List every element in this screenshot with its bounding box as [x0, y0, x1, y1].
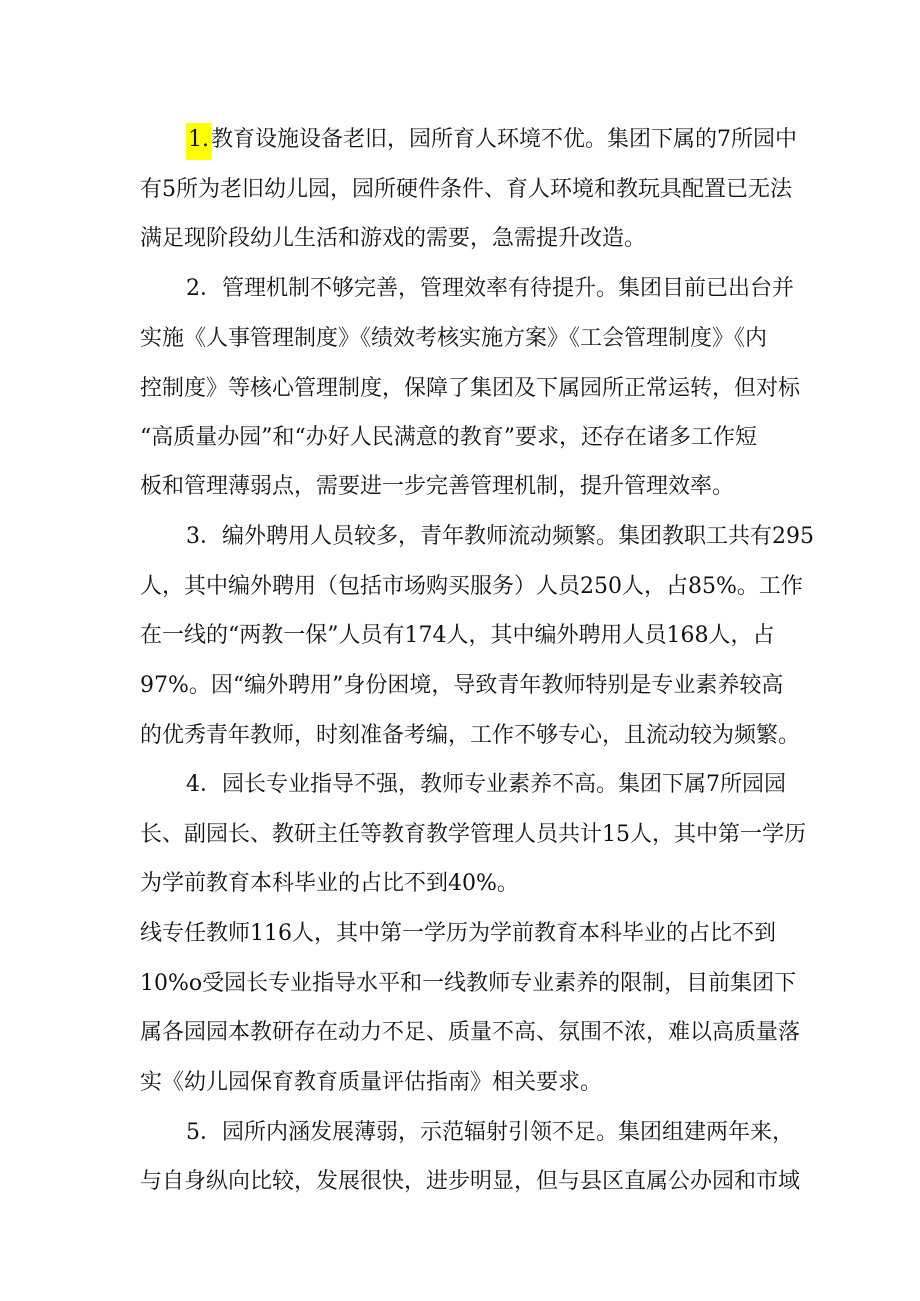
text-line: 实施《人事管理制度》《绩效考核实施方案》《工会管理制度》《内: [140, 326, 768, 351]
text-line: 实《幼儿园保育教育质量评估指南》相关要求。: [140, 1070, 603, 1095]
text-line: 1.教育设施设备老旧，园所育人环境不优。集团下属的7所园中: [186, 122, 786, 158]
text-line: 5．园所内涵发展薄弱，示范辐射引领不足。集团组建两年来，: [186, 1120, 794, 1145]
text-line: 满足现阶段幼儿生活和游戏的需要，急需提升改造。: [140, 226, 647, 251]
text-line: 人，其中编外聘用（包括市场购买服务）人员250人，占85%。工作: [140, 574, 803, 599]
text-line: 97%。因“编外聘用”身份困境，导致青年教师特别是专业素养较高: [140, 673, 784, 698]
text-line: 2．管理机制不够完善，管理效率有待提升。集团目前已出台并: [186, 276, 794, 301]
text-line: “高质量办园”和“办好人民满意的教育”要求，还存在诸多工作短: [140, 425, 757, 450]
text-line: 长、副园长、教研主任等教育教学管理人员共计15人，其中第一学历: [140, 822, 806, 847]
text-line: 4．园长专业指导不强，教师专业素养不高。集团下属7所园园: [186, 772, 786, 797]
text-line: 有5所为老旧幼儿园，园所硬件条件、育人环境和教玩具配置已无法: [140, 177, 792, 202]
text-line: 10%o受园长专业指导水平和一线教师专业素养的限制，目前集团下: [140, 971, 797, 996]
text-line: 在一线的“两教一保”人员有174人，其中编外聘用人员168人，占: [140, 623, 775, 648]
text-line: 与自身纵向比较，发展很快，进步明显，但与县区直属公办园和市域: [140, 1169, 801, 1194]
text-line: 的优秀青年教师，时刻准备考编，工作不够专心，且流动较为频繁。: [140, 723, 801, 748]
text-line: 线专任教师116人，其中第一学历为学前教育本科毕业的占比不到: [140, 921, 776, 946]
text-line: 属各园园本教研存在动力不足、质量不高、氛围不浓，难以高质量落: [140, 1020, 801, 1045]
text-line: 板和管理薄弱点，需要进一步完善管理机制，提升管理效率。: [140, 474, 735, 499]
text-line: 为学前教育本科毕业的占比不到40%。: [140, 871, 519, 896]
text-line: 控制度》等核心管理制度，保障了集团及下属园所正常运转，但对标: [140, 376, 801, 401]
highlighted-marker: 1.: [186, 123, 211, 160]
text-line: 3．编外聘用人员较多，青年教师流动频繁。集团教职工共有295: [186, 524, 814, 549]
